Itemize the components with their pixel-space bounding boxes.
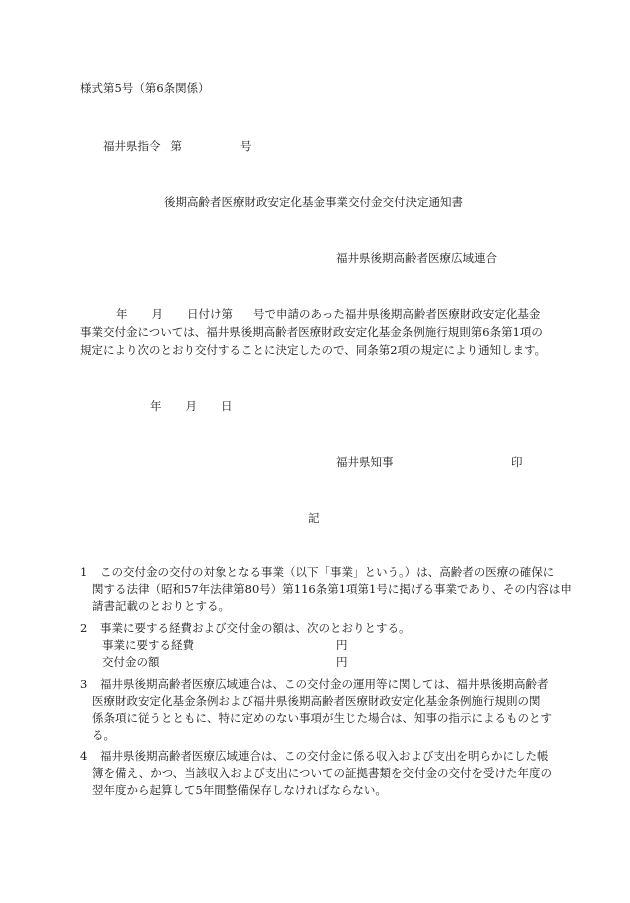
- ref-prefix: 福井県指令: [103, 139, 161, 153]
- date-line: 年 月 日: [150, 399, 233, 413]
- intro-line-1: 年 月 日付け第 号で申請のあった福井県後期高齢者医療財政安定化基金: [116, 307, 541, 321]
- list-item-4: 4 福井県後期高齢者医療広域連合は、この交付金に係る収入および支出を明らかにした帳 簿を備え、かつ、当該収入および支出についての証拠書類を交付金の交付を受けた年度の 翌年度から起算して5年間整備保存しなければならない。: [80, 749, 552, 797]
- item-number: 1: [80, 565, 88, 579]
- grant-row: 交付金の額 円: [102, 655, 348, 669]
- reference-number: [103, 138, 252, 154]
- list-item-1: 1 この交付金の交付の対象となる事業（以下「事業」という。）は、高齢者の医療の確保に 関する法律（昭和57年法律第80号）第116条第1項第1号に掲げる事業であり、その内容は申 請書記載のとおりとする。: [80, 565, 572, 613]
- cost-row: 事業に要する経費 円: [102, 638, 348, 652]
- item-number: 4: [80, 749, 88, 763]
- list-item-2: 2 事業に要する経費および交付金の額は、次のとおりとする。 事業に要する経費 円 交付金の額 円: [80, 620, 560, 671]
- form-label: 様式第5号（第6条関係）: [80, 81, 210, 95]
- document-title: 後期高齢者医療財政安定化基金事業交付金交付決定通知書: [164, 195, 463, 209]
- intro-line-3: 規定により次のとおり交付することに決定したので、同条第2項の規定により通知します。: [80, 343, 547, 357]
- item-number: 3: [80, 677, 88, 691]
- ref-dai: 第: [170, 139, 182, 153]
- intro-paragraph: [80, 305, 560, 359]
- seal-mark: 印: [511, 455, 523, 469]
- issuer-name: 福井県知事: [336, 455, 394, 469]
- item-number: 2: [80, 621, 88, 635]
- ki-heading: 記: [308, 511, 320, 525]
- list-item-3: 3 福井県後期高齢者医療広域連合は、この交付金の運用等に関しては、福井県後期高齢者 医療財政安定化基金条例および福井県後期高齢者医療財政安定化基金条例施行規則の関 係条項に従うとともに、特に定めのない事項が生じた場合は、知事の指示によるものとす る。: [80, 677, 552, 742]
- ref-go: 号: [240, 139, 252, 153]
- intro-line-2: 事業交付金については、福井県後期高齢者医療財政安定化基金条例施行規則第6条第1項の: [80, 325, 543, 339]
- recipient: 福井県後期高齢者医療広域連合: [336, 251, 497, 265]
